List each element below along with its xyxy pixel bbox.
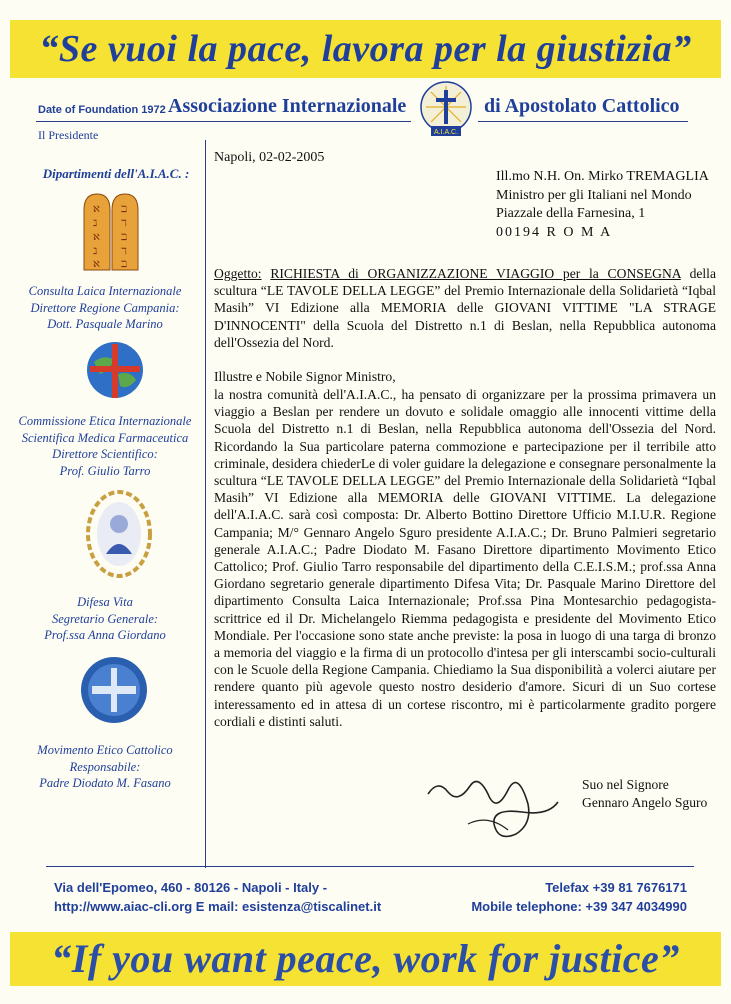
dept-consulta-laica: Consulta Laica Internazionale Direttore Regione Campania: Dott. Pasquale Marino [28, 284, 182, 331]
svg-text:ℵ: ℵ [93, 205, 100, 215]
footer-address: Via dell'Epomeo, 460 - 80126 - Napoli - Italy - [54, 880, 328, 895]
subject-heading: RICHIESTA di ORGANIZZAZIONE VIAGGIO per la CONSEGNA [270, 266, 681, 281]
closing-block: Suo nel Signore Gennaro Angelo Sguro [582, 777, 708, 810]
sidebar-divider [205, 140, 206, 868]
svg-text:ℶ: ℶ [121, 205, 128, 215]
globe-cross-icon [84, 340, 146, 400]
org-name-part1: Associazione Internazionale [168, 95, 407, 117]
svg-text:ℸ: ℸ [121, 247, 127, 257]
svg-text:ℵ: ℵ [93, 260, 100, 270]
subject-text: della scultura “LE TAVOLE DELLA LEGGE” del Premio Internazionale della Solidarietà “Iqbal Masih” VI Edizione alla MEMORIA delle GIOVANI VITTIME "LA STRAGE D'INNOCENTI" della Scuola del Distretto n.1 di Beslan, nella Repubblica autonoma dell'Ossezia del Nord. [214, 266, 716, 350]
aiac-logo [417, 80, 475, 140]
footer-mobile: Mobile telephone: +39 347 4034990 [471, 899, 687, 914]
recipient-address: Ill.mo N.H. On. Mirko TREMAGLIA Ministro per gli Italiani nel Mondo Piazzale della Farnesina, 1 00194 R O M A [496, 169, 709, 240]
letter-body: la nostra comunità dell'A.I.A.C., ha pensato di organizzare per la prossima primavera un viaggio a Beslan per rendere un dovuto e solidale omaggio alle innocenti vittime della Scuola del Distretto n.1 di Beslan, nella Repubblica autonoma dell'Ossezia del Nord. Ricordando la Sua particolare paterna commozione e partecipazione per il terribile atto criminale, desidera chiederLe di voler guidare la delegazione e consegnare personalmente la scultura “LE TAVOLE DELLA LEGGE” del Premio Internazionale della Solidarietà “Iqbal Masih” VI Edizione alla MEMORIA delle GIOVANI VITTIME. La delegazione dell'A.I.A.C. sarà così composta: Dr. Alberto Bottino Direttore Ufficio M.I.U.R. Regione Campania; M/° Gennaro Angelo Sguro presidente A.I.A.C.; Dr. Bruno Palmieri segretario generale A.I.A.C.; Padre Diodato M. Fasano Direttore dipartimento Movimento Etico Cattolico; Prof. Giulio Tarro responsabile del dipartimento della C.E.I.S.M.; prof.ssa Anna Giordano segretario generale dipartimento Difesa Vita; Dr. Pasquale Marino Direttore del dipartimento Consulta Laica Internazionale; Prof.ssa Pina Montesarchio pedagogista-scrittrice ed il Dr. Michelangelo Riemma pedagogista e presidente del Movimento Etico Mondiale. Per l'occasione sono state anche previste: la posa in luogo di una targa di bronzo a memoria del viaggio e la firma di un protocollo d'intesa per gli interscambi socio-culturali con le Scuole della Regione Campania. Chiediamo la Sua disponibilità a volerci aiutare per rendere quanto più agevole questo nostro desiderio d'amore. Sicuri di un Suo cortese interessamento ed in attesa di un cortese riscontro, mi è particolarmente gradito porgere cordiali e distinti saluti. [214, 387, 716, 729]
dept-difesa-vita: Difesa Vita Segretario Generale: Prof.ssa Anna Giordano [44, 595, 166, 642]
signature [398, 764, 598, 854]
svg-text:ℷ: ℷ [93, 247, 98, 257]
law-tablets-icon [82, 192, 140, 272]
svg-text:ℶ: ℶ [121, 233, 128, 243]
top-motto-banner: “Se vuoi la pace, lavora per la giustizia” [10, 20, 721, 78]
svg-text:ℷ: ℷ [93, 219, 98, 229]
header-divider [36, 121, 411, 122]
laurel-medallion-icon [86, 490, 152, 580]
logo-label: A.I.A.C. [433, 129, 459, 136]
svg-text:ℸ: ℸ [121, 219, 127, 229]
header-divider-right [478, 121, 688, 122]
movimento-emblem-icon [80, 654, 148, 726]
president-label: Il Presidente [38, 128, 99, 142]
subject-paragraph [214, 265, 716, 351]
dept-commissione-etica: Commissione Etica Internazionale Scientifica Medica Farmaceutica Direttore Scientifico: Prof. Giulio Tarro [18, 414, 192, 478]
departments-title: Dipartimenti dell'A.I.A.C. : [42, 166, 190, 181]
footer-telefax: Telefax +39 81 7676171 [545, 880, 687, 895]
org-name-part2: di Apostolato Cattolico [484, 95, 680, 117]
bottom-motto-banner: “If you want peace, work for justice” [10, 932, 721, 986]
footer-web-email[interactable]: http://www.aiac-cli.org E mail: esistenza@tiscalinet.it [54, 899, 382, 914]
footer-divider [46, 866, 694, 867]
salutation: Illustre e Nobile Signor Ministro, [214, 369, 396, 384]
foundation-date: Date of Foundation 1972 [38, 104, 166, 116]
svg-text:ℶ: ℶ [121, 260, 128, 270]
subject-label: Oggetto: [214, 266, 262, 281]
dept-movimento-etico: Movimento Etico Cattolico Responsabile: Padre Diodato M. Fasano [37, 743, 173, 790]
svg-text:ℵ: ℵ [93, 233, 100, 243]
letter-date: Napoli, 02-02-2005 [214, 150, 325, 165]
